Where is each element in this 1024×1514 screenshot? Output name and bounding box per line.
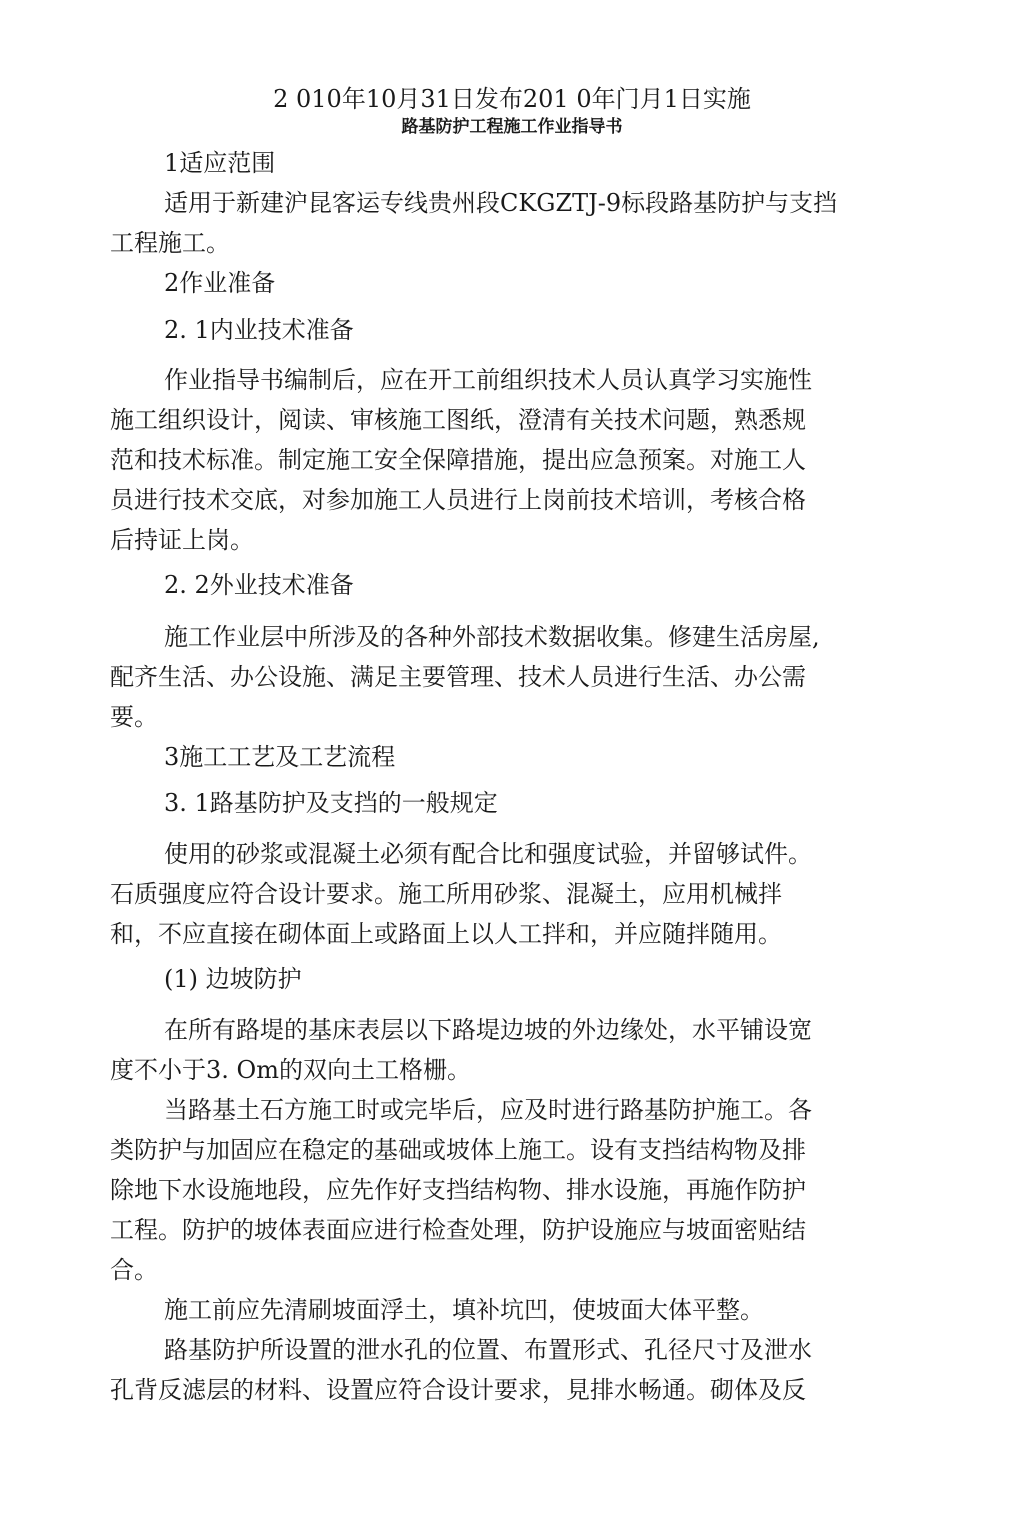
- paragraph-line: 范和技术标准。制定施工安全保障措施，提出应急预案。对施工人: [110, 446, 806, 474]
- paragraph-line: 配齐生活、办公设施、满足主要管理、技术人员进行生活、办公需: [110, 663, 806, 691]
- paragraph-line: 工程。防护的坡体表面应进行检查处理，防护设施应与坡面密贴结: [110, 1216, 806, 1244]
- publish-date-line: 2 010年10月31日发布201 0年门月1日实施: [273, 85, 751, 113]
- paragraph-line: 使用的砂浆或混凝土必须有配合比和强度试验，并留够试件。: [164, 840, 812, 868]
- paragraph-line: 除地下水设施地段，应先作好支挡结构物、排水设施，再施作防护: [110, 1176, 806, 1204]
- section-2-heading: 2作业准备: [164, 269, 276, 297]
- section-2-1-heading: 2. 1内业技术准备: [164, 316, 354, 344]
- paragraph-line: 工程施工。: [110, 229, 230, 257]
- paragraph-line: 要。: [110, 703, 158, 731]
- paragraph-line: 施工组织设计，阅读、审核施工图纸，澄清有关技术问题，熟悉规: [110, 406, 806, 434]
- paragraph-line: 孔背反滤层的材料、设置应符合设计要求，見排水畅通。砌体及反: [110, 1376, 806, 1404]
- paragraph-line: 在所有路堤的基床表层以下路堤边坡的外边缘处，水平铺设宽: [164, 1016, 812, 1044]
- paragraph-line: 作业指导书编制后，应在开工前组织技术人员认真学习实施性: [164, 366, 812, 394]
- paragraph-line: 员进行技术交底，对参加施工人员进行上岗前技术培训，考核合格: [110, 486, 806, 514]
- paragraph-line: 类防护与加固应在稳定的基础或坡体上施工。设有支挡结构物及排: [110, 1136, 806, 1164]
- paragraph-line: 后持证上岗。: [110, 526, 254, 554]
- section-1-heading: 1适应范围: [164, 149, 276, 177]
- item-1-heading: (1) 边坡防护: [164, 965, 302, 993]
- section-3-heading: 3施工工艺及工艺流程: [164, 743, 396, 771]
- paragraph-line: 适用于新建沪昆客运专线贵州段CKGZTJ-9标段路基防护与支挡: [164, 189, 838, 217]
- document-title: 路基防护工程施工作业指导书: [401, 117, 623, 137]
- paragraph-line: 石质强度应符合设计要求。施工所用砂浆、混凝土，应用机械拌: [110, 880, 782, 908]
- paragraph-line: 合。: [110, 1256, 158, 1284]
- paragraph-line: 路基防护所设置的泄水孔的位置、布置形式、孔径尺寸及泄水: [164, 1336, 812, 1364]
- section-2-2-heading: 2. 2外业技术准备: [164, 571, 354, 599]
- paragraph-line: 施工作业层中所涉及的各种外部技术数据收集。修建生活房屋,: [164, 623, 820, 651]
- paragraph-line: 和，不应直接在砌体面上或路面上以人工拌和，并应随拌随用。: [110, 920, 782, 948]
- paragraph-line: 施工前应先清刷坡面浮土，填补坑凹，使坡面大体平整。: [164, 1296, 764, 1324]
- paragraph-line: 度不小于3. Om的双向土工格栅。: [110, 1056, 471, 1084]
- section-3-1-heading: 3. 1路基防护及支挡的一般规定: [164, 789, 498, 817]
- paragraph-line: 当路基土石方施工时或完毕后，应及时进行路基防护施工。各: [164, 1096, 812, 1124]
